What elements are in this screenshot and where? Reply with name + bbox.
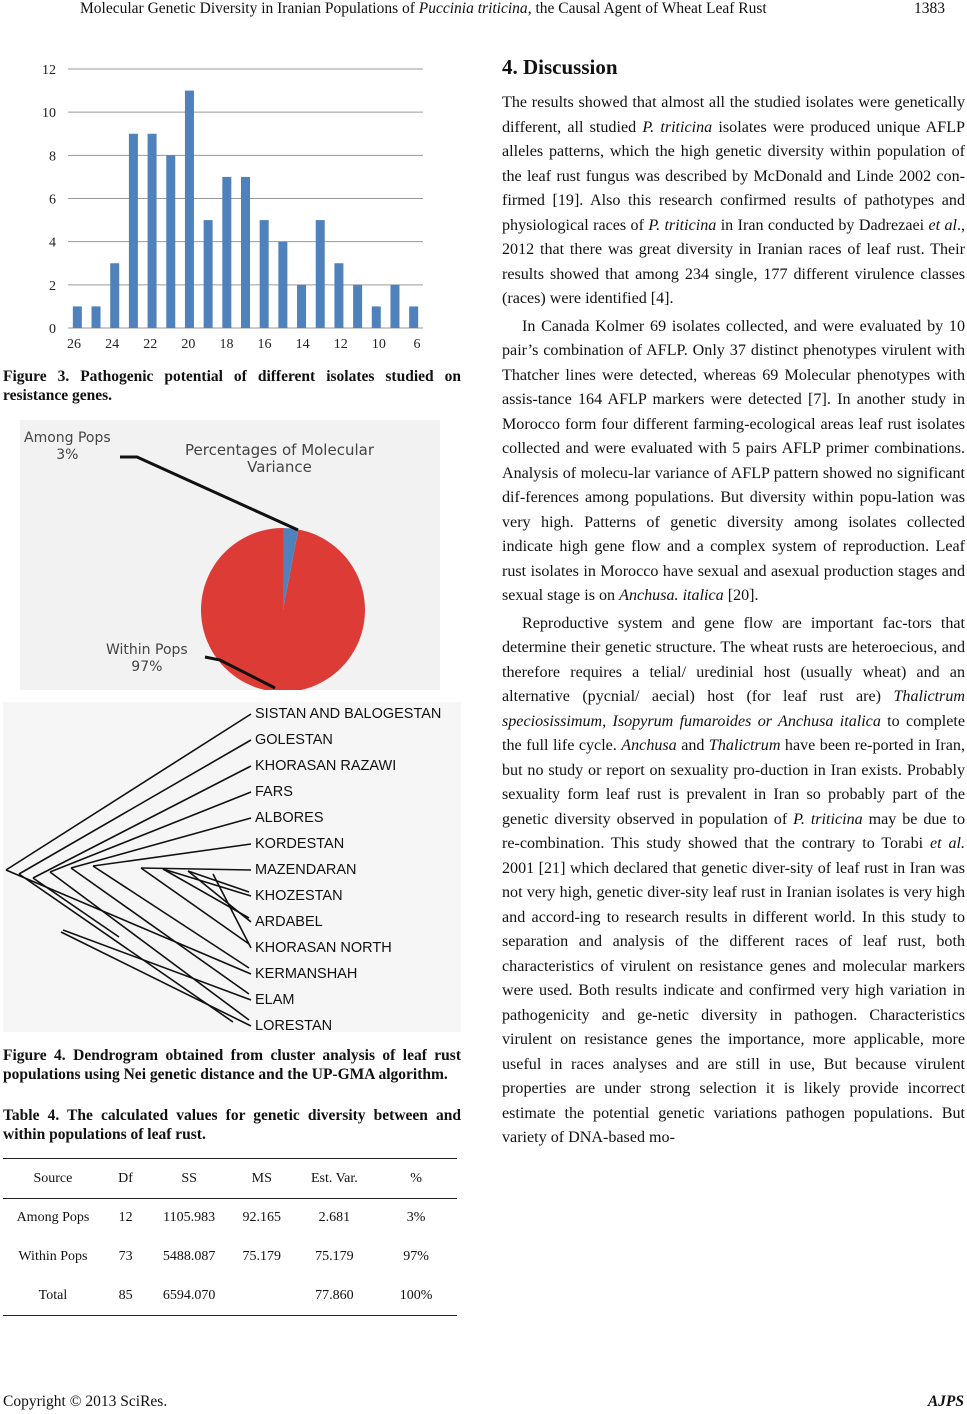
dendrogram-leaf-label: KHORASAN RAZAWI bbox=[255, 758, 397, 774]
col-source: Source bbox=[33, 1170, 73, 1186]
col-ss: SS bbox=[181, 1170, 197, 1186]
text-run-italic: et al bbox=[928, 216, 957, 234]
bar bbox=[185, 91, 194, 328]
dendrogram-leaf-label: ARDABEL bbox=[255, 914, 323, 930]
text-run-italic: Thalictrum speciosissimum bbox=[502, 688, 965, 730]
text-run-italic: P. triticina bbox=[793, 810, 863, 828]
cell-df: 12 bbox=[118, 1210, 133, 1226]
bar bbox=[241, 177, 250, 328]
paragraph-3 bbox=[502, 612, 965, 1151]
pie-title-line1: Percentages of Molecular bbox=[185, 441, 374, 459]
dendrogram-leaf-label: GOLESTAN bbox=[255, 732, 333, 748]
text-run: may be due to re-combination. This study showed that the contrary to Torabi bbox=[502, 810, 965, 852]
y-tick-label: 12 bbox=[42, 63, 56, 78]
col-df: Df bbox=[118, 1170, 133, 1186]
text-run: ., 2012 that there was great diversity in Iranian races of leaf rust. Their results showed that among 234 single, 177 different virulence classes (races) were identified [4]. bbox=[502, 216, 966, 307]
bar bbox=[353, 285, 362, 328]
figure-pie-molecular-variance bbox=[20, 420, 440, 690]
text-run-italic: Thalictrum bbox=[708, 737, 781, 754]
discussion-section bbox=[502, 55, 965, 1151]
cell-df: 85 bbox=[118, 1287, 133, 1303]
cell-source: Total bbox=[38, 1287, 68, 1303]
section-heading: 4. Discussion bbox=[502, 55, 618, 79]
table-header-row bbox=[3, 1159, 457, 1199]
bar bbox=[334, 263, 343, 328]
x-tick-label: 12 bbox=[333, 337, 348, 352]
dendrogram-leaf-label: FARS bbox=[255, 784, 293, 800]
bar bbox=[260, 220, 269, 328]
pie-label-within bbox=[106, 642, 188, 676]
cell-est-var: 2.681 bbox=[318, 1210, 351, 1226]
cell-percent: 100% bbox=[399, 1287, 433, 1303]
text-run-italic: et al. bbox=[929, 835, 965, 852]
bar bbox=[297, 285, 306, 328]
text-run: have been re-ported in Iran, but no study or report on sexuality pro-duction in Iran exists. Probably sexuality form leaf rust is prevalent in Iran so probably part of the genetic diversity observed in population of bbox=[502, 737, 965, 828]
cell-ms bbox=[230, 1277, 294, 1316]
text-run: and bbox=[676, 737, 709, 754]
text-run: 2001 [21] which declared that genetic diver-sity of leaf rust in Iran was not very high, genetic diver-sity leaf rust in Iranian isolates is very high and accord-ing to research results in different world. In this study to separation and analysis of the different races of leaf rust, both characteristics of virulent on resistance genes and molecular markers were used. Both results indicate and confirmed very high variation in pathogenicity and ge-netic diversity in pathogen. Characteristics virulent on resistance genes the importance, more applicable, more useful in races analyses and are still in use, But because virulent properties are under strong selection it is likely provide incorrect estimate the potential genetic variations pathogen populations. But variety of DNA-based mo- bbox=[502, 859, 965, 1146]
pie-label-within-name: Within Pops bbox=[106, 642, 188, 658]
bar bbox=[110, 263, 119, 328]
running-title-text-end: , the Causal Agent of Wheat Leaf Rust bbox=[527, 0, 767, 17]
bar bbox=[204, 220, 213, 328]
running-title bbox=[80, 0, 767, 18]
x-tick-label: 6 bbox=[413, 337, 421, 352]
y-tick-label: 2 bbox=[49, 278, 56, 294]
cell-ss: 5488.087 bbox=[162, 1249, 216, 1264]
x-tick-label: 20 bbox=[181, 337, 196, 352]
figure-3-caption: Figure 3. Pathogenic potential of different isolates studied on resistance genes. bbox=[3, 368, 461, 404]
bar bbox=[316, 220, 325, 328]
table-4-amova bbox=[3, 1158, 457, 1316]
text-run: , bbox=[602, 712, 613, 730]
y-tick-label: 0 bbox=[49, 322, 56, 337]
text-run: The results showed that almost all the studied isolates were genetically different, all studied bbox=[502, 94, 965, 136]
cell-df: 73 bbox=[118, 1249, 133, 1264]
dendrogram-leaf-label: LORESTAN bbox=[255, 1018, 333, 1034]
cell-percent: 97% bbox=[403, 1249, 429, 1264]
bar bbox=[409, 306, 418, 328]
text-run: In Canada Kolmer 69 isolates collected, and were evaluated by 10 pair’s combination of AFLP. Only 37 distinct phenotypes virulent with Thatcher lines were detected, whereas 69 Molecular phenotypes with assis-tance 164 AFLP markers were detected [7]. In another study in Morocco form four different farming-ecological areas leaf rust isolates collected and were evaluated with 5 pairs AFLP primer combinations. Analysis of molecu-lar variance of AFLP pattern showed no significant dif-ferences among populations. But diversity within popu-lation was very high. Patterns of genetic diversity among isolates collected indicate high gene flow and a complex system of reproduction. Leaf rust isolates in Morocco have sexual and asexual production stages and sexual stage is on bbox=[502, 317, 965, 604]
table-row bbox=[3, 1277, 457, 1316]
x-tick-label: 14 bbox=[295, 337, 310, 352]
text-run: to complete the full life cycle. bbox=[502, 712, 965, 754]
running-header bbox=[0, 0, 967, 28]
cell-ss: 6594.070 bbox=[162, 1287, 216, 1303]
text-run: [20]. bbox=[723, 587, 759, 604]
text-run-italic: P. triticina bbox=[648, 216, 717, 234]
table-row bbox=[3, 1238, 457, 1277]
dendrogram-leaf-label: MAZENDARAN bbox=[255, 862, 357, 878]
y-tick-label: 6 bbox=[49, 192, 56, 208]
pie-label-within-value: 97% bbox=[131, 659, 163, 675]
col-ms: MS bbox=[251, 1170, 272, 1186]
dendrogram-leaf-label: KORDESTAN bbox=[255, 836, 345, 852]
cell-est-var: 75.179 bbox=[315, 1249, 354, 1264]
table-4-caption: Table 4. The calculated values for genetic diversity between and within populations of leaf rust. bbox=[3, 1107, 461, 1143]
pie-label-among-name: Among Pops bbox=[24, 430, 111, 446]
cell-ms: 92.165 bbox=[242, 1210, 281, 1226]
text-run-italic: Anchusa. italica bbox=[619, 587, 724, 604]
table-header bbox=[3, 1159, 457, 1199]
text-run-italic: Anchusa bbox=[621, 737, 677, 754]
bar bbox=[222, 177, 231, 328]
text-run-italic: Isopyrum fumaroides or Anchusa italica bbox=[612, 712, 881, 730]
cell-source: Within Pops bbox=[18, 1249, 88, 1264]
cell-est-var: 77.860 bbox=[315, 1287, 354, 1303]
cell-source: Among Pops bbox=[16, 1210, 90, 1226]
cell-percent: 3% bbox=[406, 1210, 426, 1226]
table-row bbox=[3, 1199, 457, 1238]
cell-ss: 1105.983 bbox=[163, 1210, 216, 1226]
paragraph-1 bbox=[502, 91, 965, 312]
y-tick-label: 8 bbox=[49, 149, 56, 165]
bar bbox=[73, 306, 82, 328]
col-est-var: Est. Var. bbox=[310, 1170, 358, 1186]
figure-4-caption: Figure 4. Dendrogram obtained from cluster analysis of leaf rust populations using Nei genetic distance and the UP-GMA algorithm. bbox=[3, 1047, 461, 1083]
text-run-italic: P. triticina bbox=[642, 118, 713, 136]
table-body bbox=[3, 1199, 457, 1316]
x-tick-label: 26 bbox=[67, 337, 81, 352]
text-run: Reproductive system and gene flow are important fac-tors that determine their genetic structure. The wheat rusts are heteroecious, and therefore requires a telial/ uredinial host (usually wheat) and an alternative (pycnial/ aecial) host (for leaf rust are) bbox=[502, 614, 965, 705]
bar bbox=[129, 134, 138, 328]
bar bbox=[148, 134, 157, 328]
page-footer bbox=[0, 1393, 967, 1413]
y-tick-label: 4 bbox=[49, 235, 56, 251]
dendrogram-leaf-label: KERMANSHAH bbox=[255, 966, 358, 982]
y-tick-label: 10 bbox=[42, 106, 56, 122]
x-tick-label: 24 bbox=[105, 337, 120, 352]
col-percent: % bbox=[410, 1170, 422, 1186]
dendrogram-leaf-label: SISTAN AND BALOGESTAN bbox=[255, 706, 442, 722]
dendrogram-leaf-label: ELAM bbox=[255, 992, 295, 1008]
pie-label-among-value: 3% bbox=[56, 447, 79, 463]
bar-chart-svg bbox=[28, 55, 428, 360]
text-run: in Iran conducted by Dadrezaei bbox=[716, 216, 929, 234]
paragraph-2 bbox=[502, 315, 965, 609]
bar bbox=[390, 285, 399, 328]
pie-title bbox=[185, 442, 374, 476]
cell-ms: 75.179 bbox=[242, 1249, 281, 1264]
dendrogram-leaf-label: KHOZESTAN bbox=[255, 888, 343, 904]
bar bbox=[166, 155, 175, 328]
running-title-species: Puccinia triticina bbox=[418, 0, 528, 17]
text-run: isolates were produced unique AFLP alleles patterns, which the high genetic diversity within population of the leaf rust fungus was described by McDonald and Linde 2002 con-firmed [19]. Also this research confirmed results of pathotypes and physiological races of bbox=[502, 118, 965, 234]
page-number: 1383 bbox=[914, 0, 945, 17]
x-tick-label: 16 bbox=[257, 337, 272, 352]
x-tick-label: 22 bbox=[143, 337, 158, 352]
dendrogram-leaf-label: ALBORES bbox=[255, 810, 324, 826]
x-tick-label: 18 bbox=[219, 337, 234, 352]
figure-3-bar-chart bbox=[28, 55, 428, 360]
figure-4-dendrogram bbox=[3, 702, 461, 1032]
pie-label-among bbox=[24, 430, 111, 464]
dendrogram-svg bbox=[3, 702, 461, 1032]
copyright: Copyright © 2013 SciRes. bbox=[3, 1393, 168, 1410]
pie-title-line2: Variance bbox=[247, 458, 312, 476]
dendrogram-leaf-label: KHORASAN NORTH bbox=[255, 940, 392, 956]
running-title-text: Molecular Genetic Diversity in Iranian Populations of bbox=[80, 0, 419, 17]
bar bbox=[278, 242, 287, 328]
x-tick-label: 10 bbox=[371, 337, 386, 352]
bar bbox=[92, 306, 101, 328]
bar bbox=[372, 306, 381, 328]
journal-abbrev: AJPS bbox=[927, 1393, 964, 1410]
